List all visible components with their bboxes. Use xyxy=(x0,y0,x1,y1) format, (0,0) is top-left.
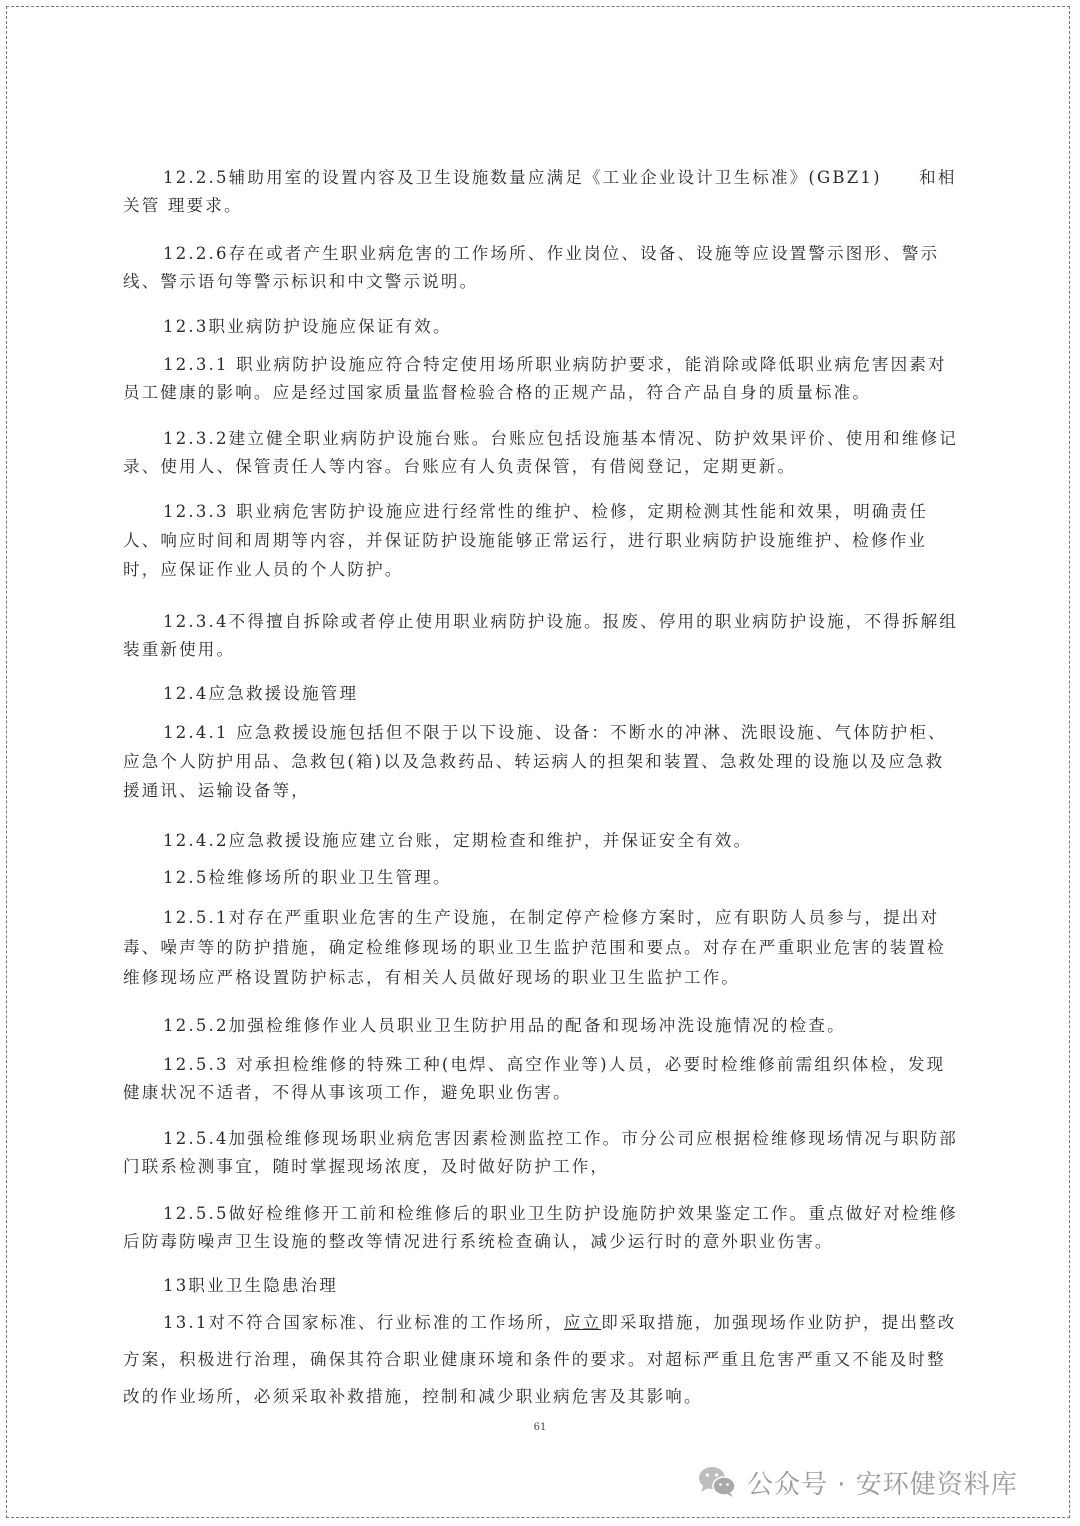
paragraph-12-5-3: 12.5.3 对承担检维修的特殊工种(电焊、高空作业等)人员，必要时检维修前需组织体检，发现健康状况不适者，不得从事该项工作，避免职业伤害。 xyxy=(123,1055,946,1102)
paragraph-13-1-part-a: 13.1对不符合国家标准、行业标准的工作场所， xyxy=(163,1313,564,1332)
heading-13: 13职业卫生隐患治理 xyxy=(163,1276,338,1295)
paragraph-12-3-3: 12.3.3 职业病危害防护设施应进行经常性的维护、检修，定期检测其性能和效果，明确责任人、响应时间和周期等内容，并保证防护设施能够正常运行，进行职业病防护设施维护、检修作业时，应保证作业人员的个人防护。 xyxy=(123,502,929,579)
heading-12-3: 12.3职业病防护设施应保证有效。 xyxy=(163,317,452,336)
paragraph-12-2-5: 12.2.5辅助用室的设置内容及卫生设施数量应满足《工业企业设计卫生标准》(GBZ1) 和相关管 理要求。 xyxy=(123,168,957,215)
paragraph-12-5-5: 12.5.5做好检维修开工前和检维修后的职业卫生防护设施防护效果鉴定工作。重点做好对检维修后防毒防噪声卫生设施的整改等情况进行系统检查确认，减少运行时的意外职业伤害。 xyxy=(123,1204,958,1251)
watermark-text: 公众号 · 安环健资料库 xyxy=(747,1469,1018,1500)
paragraph-13-1-part-b: 即采取措施，加强现场作业防护，提出整改方案，积极进行治理，确保其符合职业健康环境和条件的要求。对超标严重且危害严重又不能及时整改的作业场所，必须采取补救措施，控制和减少职业病危害及其影响。 xyxy=(123,1313,957,1406)
wechat-icon xyxy=(697,1465,737,1499)
watermark xyxy=(697,1462,1018,1502)
paragraph-12-3-1: 12.3.1 职业病防护设施应符合特定使用场所职业病防护要求，能消除或降低职业病危害因素对员工健康的影响。应是经过国家质量监督检验合格的正规产品，符合产品自身的质量标准。 xyxy=(123,355,947,402)
heading-12-4: 12.4应急救援设施管理 xyxy=(163,684,359,703)
paragraph-12-5-4: 12.5.4加强检维修现场职业病危害因素检测监控工作。市分公司应根据检维修现场情况与职防部门联系检测事宜，随时掌握现场浓度，及时做好防护工作， xyxy=(123,1129,958,1176)
paragraph-12-3-4: 12.3.4不得擅自拆除或者停止使用职业病防护设施。报废、停用的职业病防护设施，不得拆解组装重新使用。 xyxy=(123,612,958,659)
paragraph-12-4-1: 12.4.1 应急救援设施包括但不限于以下设施、设备：不断水的冲淋、洗眼设施、气体防护柜、应急个人防护用品、急救包(箱)以及急救药品、转运病人的担架和装置、急救处理的设施以及应急救援通讯、运输设备等， xyxy=(123,723,947,800)
page-number: 61 xyxy=(533,1422,547,1433)
paragraph-12-2-6: 12.2.6存在或者产生职业病危害的工作场所、作业岗位、设备、设施等应设置警示图形、警示线、警示语句等警示标识和中文警示说明。 xyxy=(123,244,940,291)
heading-12-5: 12.5检维修场所的职业卫生管理。 xyxy=(163,868,452,887)
paragraph-12-4-2: 12.4.2应急救援设施应建立台账，定期检查和维护，并保证安全有效。 xyxy=(163,831,753,850)
underlined-text: 应立 xyxy=(563,1313,602,1332)
paragraph-12-5-2: 12.5.2加强检维修作业人员职业卫生防护用品的配备和现场冲洗设施情况的检查。 xyxy=(163,1016,846,1035)
paragraph-12-5-1: 12.5.1对存在严重职业危害的生产设施，在制定停产检修方案时，应有职防人员参与，提出对毒、噪声等的防护措施，确定检维修现场的职业卫生监护范围和要点。对存在严重职业危害的装置检维修现场应严格设置防护标志，有相关人员做好现场的职业卫生监护工作。 xyxy=(123,908,946,987)
paragraph-12-3-2: 12.3.2建立健全职业病防护设施台账。台账应包括设施基本情况、防护效果评价、使用和维修记录、使用人、保管责任人等内容。台账应有人负责保管，有借阅登记，定期更新。 xyxy=(123,429,958,476)
paragraph-13-1 xyxy=(123,1304,961,1415)
